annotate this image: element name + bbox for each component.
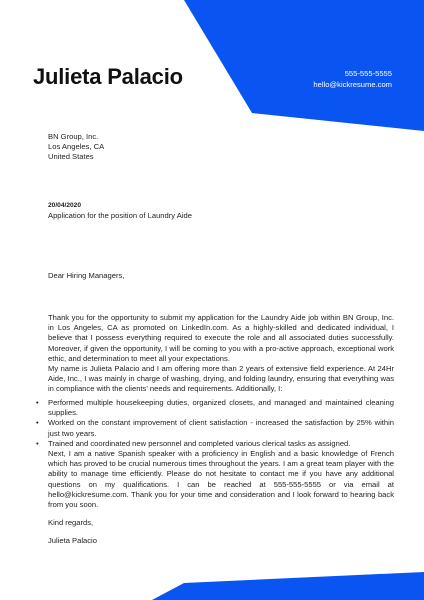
contact-phone[interactable]: 555-555-5555 [344, 69, 392, 78]
body-paragraph-intro: Thank you for the opportunity to submit my application for the Laundry Aide job within BN Group, Inc. in Los Angeles, CA as promoted on LinkedIn.com. As a highly-skilled and dedicated individual, I believe that I possess everything required to execute the role and all associated duties successfully. Moreover, if given the opportunity, I will be coming to you with a pro-active approach, exceptional work ethic, and determination to meet all your expectations. [48, 313, 394, 363]
list-item [35, 439, 394, 449]
recipient-address [48, 132, 104, 163]
signature-name: Julieta Palacio [48, 536, 97, 545]
contact-email[interactable]: hello@kickresume.com [313, 79, 392, 89]
salutation: Dear Hiring Managers, [48, 271, 125, 280]
footer-accent-polygon [152, 572, 424, 600]
list-item [35, 418, 394, 438]
contact-info [313, 69, 392, 90]
applicant-name: Julieta Palacio [33, 64, 183, 89]
body-paragraph-experience: My name is Julieta Palacio and I am offering more than 2 years of extensive field experience. At 24Hr Aide, Inc., I was mainly in charge of washing, drying, and folding laundry, ensuring that everything was in compliance with the clients' needs and requirements. Additionally, I: [48, 364, 394, 394]
recipient-country: United States [48, 152, 94, 162]
footer-accent-shape [0, 568, 424, 600]
body-paragraph-closing: Next, I am a native Spanish speaker with a proficiency in English and a basic knowledge of French which has proved to be crucial numerous times throughout the years. I am a great team player with the ability to manage time efficiently. Please do not hesitate to contact me if you have any additional questions on my qualifications. I can be reached at 555-555-5555 or via email at hello@kickresume.com. Thank you for your time and consideration and I look forward to hearing back from you soon. [48, 449, 394, 510]
header-accent-polygon [184, 0, 424, 131]
list-item [35, 398, 394, 418]
letter-subject: Application for the position of Laundry Aide [48, 211, 192, 220]
letter-date: 20/04/2020 [48, 202, 82, 209]
bullet-dot-icon: • [36, 438, 39, 448]
bullet-dot-icon: • [36, 418, 39, 428]
recipient-company: BN Group, Inc. [48, 132, 99, 141]
recipient-city: Los Angeles, CA [48, 142, 105, 152]
bullet-dot-icon: • [36, 398, 39, 407]
list-item-text: Trained and coordinated new personnel and completed various clerical tasks as assigned. [48, 438, 351, 448]
achievements-list [35, 398, 394, 449]
list-item-text: Performed multiple housekeeping duties, organized closets, and managed and maintained cleaning supplies. [48, 398, 394, 418]
closing-phrase: Kind regards, [48, 518, 94, 527]
list-item-text: Worked on the constant improvement of client satisfaction - increased the satisfaction by 25% within just two years. [48, 418, 394, 438]
